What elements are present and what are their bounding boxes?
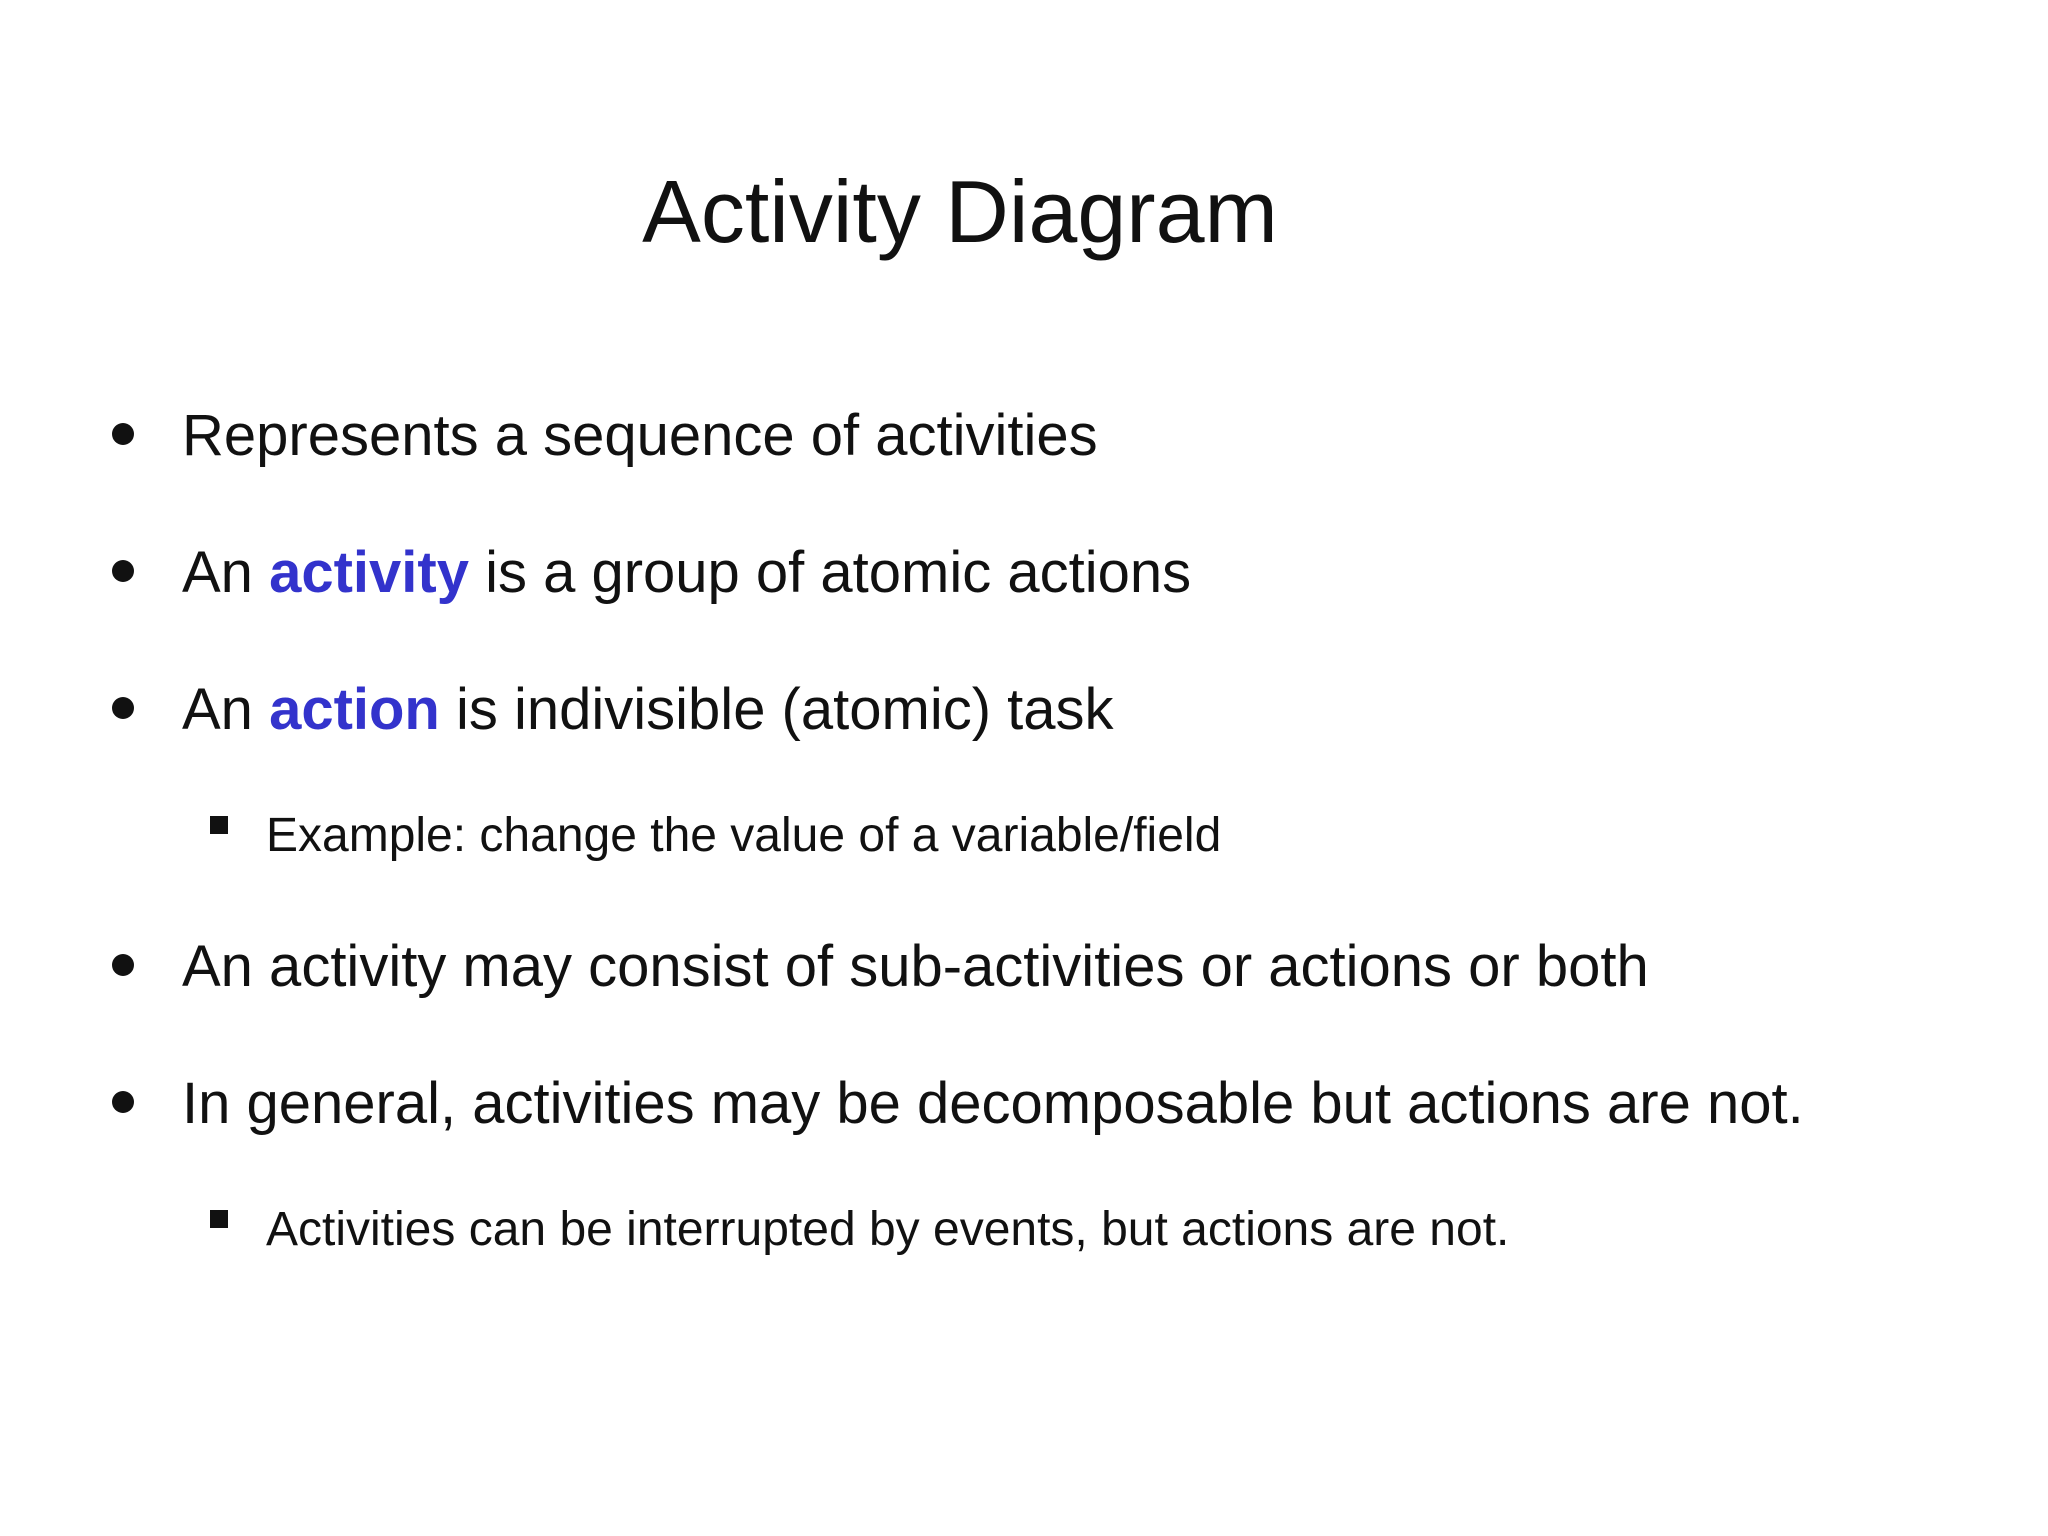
highlighted-term-action: action: [269, 677, 440, 742]
bullet-text: Represents a sequence of activities: [182, 403, 1098, 468]
bullet-text: In general, activities may be decomposable but actions are not.: [182, 1071, 1804, 1136]
bullet-dot-icon: [112, 954, 134, 976]
square-bullet-icon: [210, 816, 228, 834]
bullet-text: An activity may consist of sub-activities or actions or both: [182, 934, 1649, 999]
square-bullet-icon: [210, 1210, 228, 1228]
bullet-dot-icon: [112, 560, 134, 582]
bullet-dot-icon: [112, 423, 134, 445]
bullet-dot-icon: [112, 697, 134, 719]
highlighted-term-activity: activity: [269, 540, 469, 605]
bullet-suffix: is a group of atomic actions: [468, 540, 1192, 605]
bullet-dot-icon: [112, 1091, 134, 1113]
bullet-suffix: is indivisible (atomic) task: [439, 677, 1114, 742]
bullet-text: [182, 538, 1191, 608]
slide-title: Activity Diagram: [642, 162, 1278, 261]
bullet-prefix: An: [182, 677, 270, 742]
bullet-text: [182, 675, 1114, 745]
sub-bullet-text: Example: change the value of a variable/field: [266, 809, 1222, 862]
sub-bullet-text: Activities can be interrupted by events, but actions are not.: [266, 1203, 1510, 1256]
bullet-prefix: An: [182, 540, 270, 605]
